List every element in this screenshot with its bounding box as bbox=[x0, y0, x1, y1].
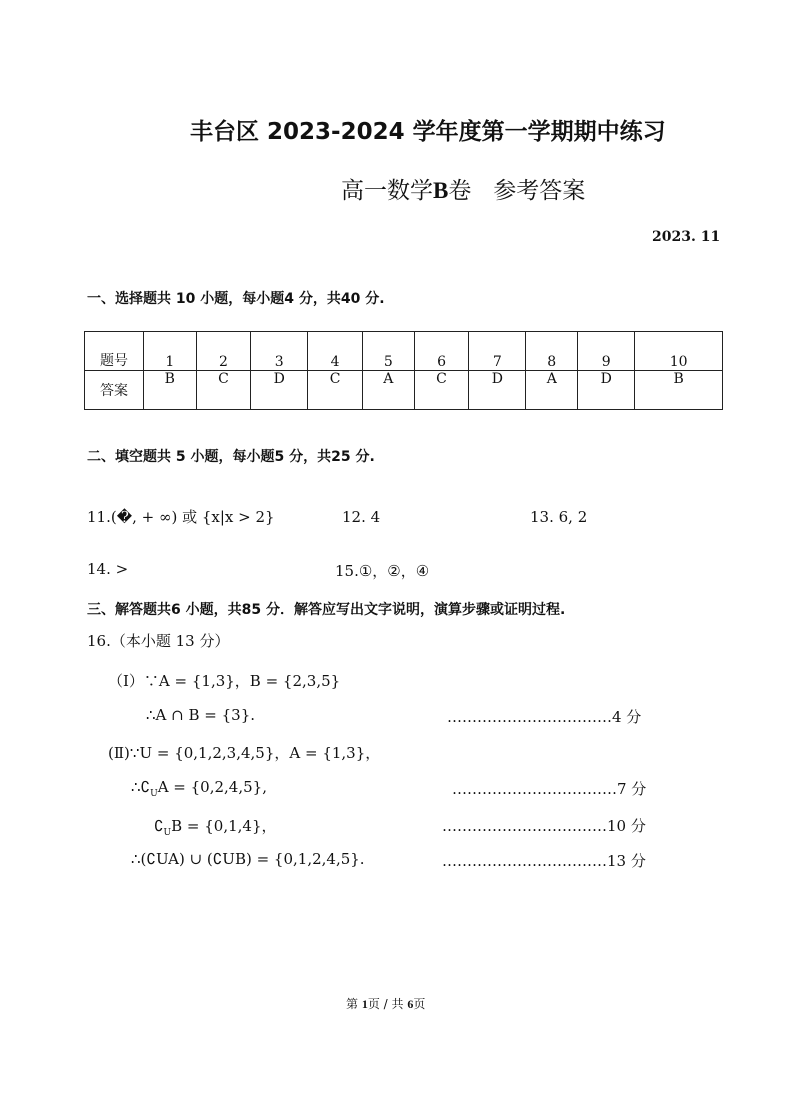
complement-symbol: ∴∁ bbox=[131, 778, 151, 796]
score-4: ……………………………4 分 bbox=[447, 708, 642, 726]
title-term: 学年度第一学期期中练习 bbox=[412, 119, 666, 145]
exam-date: 2023. 11 bbox=[652, 229, 721, 245]
subscript-u: U bbox=[150, 789, 158, 799]
score-7: ……………………………7 分 bbox=[452, 780, 647, 798]
subscript-u: U bbox=[163, 828, 172, 838]
subtitle-answer-key: 参考答案 bbox=[493, 178, 586, 204]
score-13: ……………………………13 分 bbox=[442, 852, 646, 870]
table-cell: 2 bbox=[196, 332, 251, 371]
complement-symbol: ∁ bbox=[154, 817, 164, 835]
title-years: 2023-2024 bbox=[267, 119, 405, 145]
section-solutions-heading: 三、解答题共6 小题，共85 分．解答应写出文字说明，演算步骤或证明过程. bbox=[87, 602, 566, 618]
table-cell: 8 bbox=[526, 332, 578, 371]
subtitle-paper: 卷 bbox=[448, 178, 472, 204]
q16-title: 16.（本小题 13 分） bbox=[87, 632, 230, 650]
table-cell: 3 bbox=[251, 332, 308, 371]
footer-page-number: 1 bbox=[361, 997, 368, 1011]
table-cell: C bbox=[414, 371, 469, 410]
complement-result: B = {0,1,4}， bbox=[171, 817, 277, 835]
q16-step-6: ∴(∁UA) ∪ (∁UB) = {0,1,2,4,5}. bbox=[131, 850, 365, 868]
section-fill-blank-heading: 二、填空题共 5 小题，每小题5 分，共25 分. bbox=[87, 449, 375, 465]
answer-q11: 11.(�, + ∞) 或 {x|x > 2} bbox=[87, 508, 275, 526]
footer-suffix: 页 bbox=[413, 997, 426, 1011]
q16-step-4 bbox=[131, 778, 267, 799]
table-cell: A bbox=[362, 371, 414, 410]
subtitle-paper-letter: B bbox=[433, 178, 449, 203]
table-cell: C bbox=[308, 371, 363, 410]
table-cell: 6 bbox=[414, 332, 469, 371]
table-cell: B bbox=[635, 371, 723, 410]
footer-mid: 页 / 共 bbox=[367, 997, 404, 1011]
table-cell: B bbox=[144, 371, 197, 410]
table-cell: C bbox=[196, 371, 251, 410]
table-cell: 7 bbox=[469, 332, 526, 371]
table-cell: 10 bbox=[635, 332, 723, 371]
table-cell: D bbox=[578, 371, 635, 410]
table-row-numbers bbox=[85, 332, 723, 371]
section-multiple-choice-heading: 一、选择题共 10 小题，每小题4 分，共40 分. bbox=[87, 291, 385, 307]
table-cell: 4 bbox=[308, 332, 363, 371]
table-cell: D bbox=[251, 371, 308, 410]
answer-q14: 14. > bbox=[87, 560, 129, 578]
score-10: ……………………………10 分 bbox=[442, 817, 646, 835]
q16-step-2: ∴A ∩ B = {3}. bbox=[146, 706, 256, 724]
complement-result: A = {0,2,4,5}, bbox=[157, 778, 267, 796]
page-title bbox=[190, 113, 666, 146]
table-row-answers bbox=[85, 371, 723, 410]
table-cell: 1 bbox=[144, 332, 197, 371]
table-cell: D bbox=[469, 371, 526, 410]
footer-page-total: 6 bbox=[407, 997, 414, 1011]
table-cell: A bbox=[526, 371, 578, 410]
subtitle-subject: 高一数学 bbox=[341, 178, 433, 204]
table-cell: 9 bbox=[578, 332, 635, 371]
answer-q15: 15.①，②，④ bbox=[335, 562, 430, 580]
table-cell: 5 bbox=[362, 332, 414, 371]
page-subtitle bbox=[341, 172, 585, 205]
page-footer bbox=[346, 995, 425, 1012]
row-label-number: 题号 bbox=[85, 332, 144, 371]
row-label-answer: 答案 bbox=[85, 371, 144, 410]
answer-table bbox=[84, 331, 723, 410]
title-district: 丰台区 bbox=[190, 119, 259, 145]
q16-step-3: (Ⅱ)∵U = {0,1,2,3,4,5}，A = {1,3}， bbox=[108, 744, 381, 762]
answer-q12: 12. 4 bbox=[342, 508, 381, 526]
q16-step-1: （Ⅰ）∵A = {1,3}，B = {2,3,5} bbox=[108, 672, 341, 690]
answer-q13: 13. 6, 2 bbox=[530, 508, 588, 526]
q16-step-5 bbox=[154, 815, 277, 836]
footer-prefix: 第 bbox=[346, 997, 359, 1011]
